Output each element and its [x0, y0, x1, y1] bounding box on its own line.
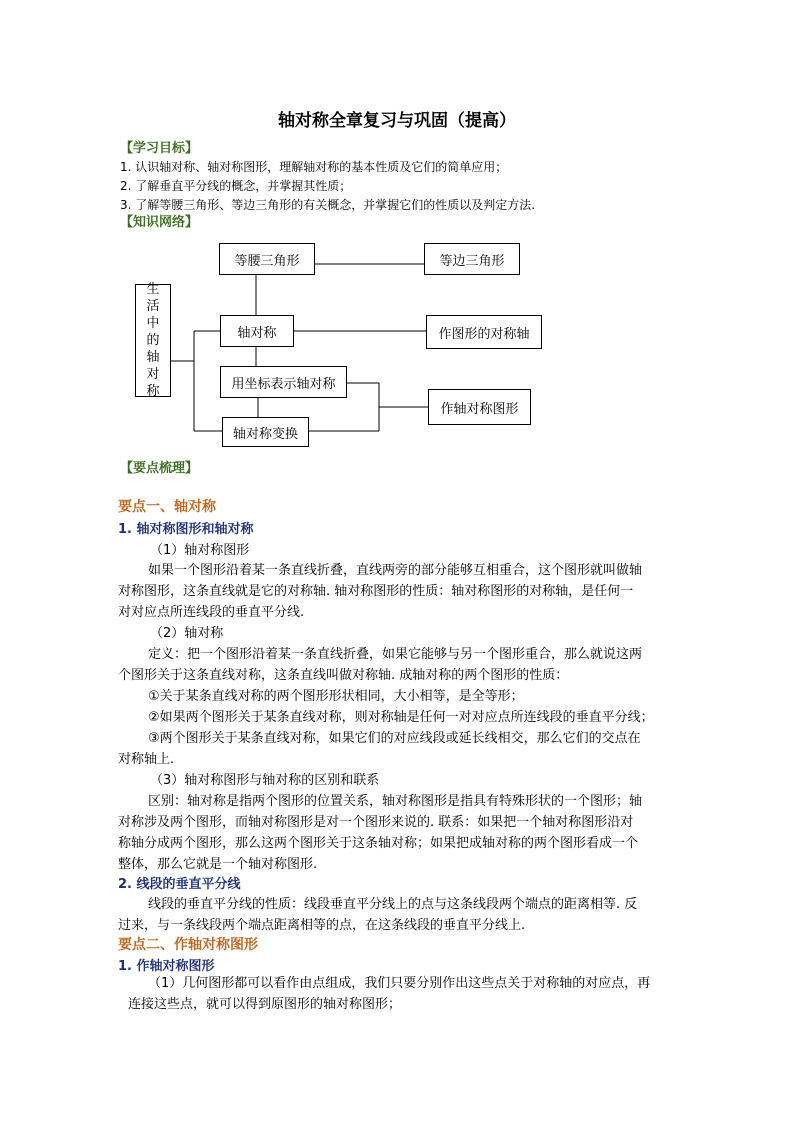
key-points-heading: 【要点梳理】	[120, 461, 199, 476]
item3-line-1: 区别：轴对称是指两个图形的位置关系，轴对称图形是指具有特殊形状的一个图形；轴	[148, 794, 643, 809]
point1-title: 要点一、轴对称	[118, 499, 216, 515]
point2-title: 要点二、作轴对称图形	[118, 937, 258, 953]
node-draw-symmetric-figure: 作轴对称图形	[428, 389, 531, 425]
point1-sub2: 2. 线段的垂直平分线	[118, 877, 241, 892]
root-char: 中	[146, 316, 160, 331]
item3-line-4: 整体，那么它就是一个轴对称图形.	[118, 857, 318, 872]
node-symmetry-transform: 轴对称变换	[222, 417, 309, 447]
learning-goals-heading: 【学习目标】	[120, 141, 199, 156]
root-char: 的	[146, 333, 160, 348]
property-1: ①关于某条直线对称的两个图形形状相同，大小相等，是全等形；	[148, 689, 524, 704]
sub2-line-2: 过来，与一条线段两个端点距离相等的点，在这条线段的垂直平分线上.	[118, 918, 526, 933]
goal-item-2: 2. 了解垂直平分线的概念，并掌握其性质；	[120, 179, 352, 193]
root-char: 生	[146, 282, 160, 297]
root-char: 轴	[146, 350, 160, 365]
property-2: ②如果两个图形关于某条直线对称，则对称轴是任何一对对应点所连线段的垂直平分线；	[148, 710, 654, 725]
root-node-life-symmetry	[135, 284, 171, 397]
item3-line-2: 对称涉及两个图形，而轴对称图形是对一个图形来说的. 联系：如果把一个轴对称图形沿对	[118, 815, 634, 830]
item1-label: （1）轴对称图形	[150, 543, 250, 558]
item2-line-2: 个图形关于这条直线对称，这条直线叫做对称轴. 成轴对称的两个图形的性质：	[118, 668, 569, 683]
item1-line-2: 对称图形，这条直线就是它的对称轴. 轴对称图形的性质：轴对称图形的对称轴，是任何一	[118, 584, 634, 599]
goal-item-3: 3. 了解等腰三角形、等边三角形的有关概念，并掌握它们的性质以及判定方法.	[120, 198, 536, 212]
point1-sub1: 1. 轴对称图形和轴对称	[118, 522, 254, 537]
root-char: 对	[146, 367, 160, 382]
item3-label: （3）轴对称图形与轴对称的区别和联系	[150, 773, 380, 788]
page-title: 轴对称全章复习与巩固（提高）	[278, 111, 516, 131]
item3-line-3: 称轴分成两个图形，那么这两个图形关于这条轴对称；如果把成轴对称的两个图形看成一个	[118, 836, 639, 851]
point2-sub1: 1. 作轴对称图形	[118, 959, 215, 974]
node-isosceles-triangle: 等腰三角形	[219, 243, 315, 275]
goal-item-1: 1. 认识轴对称、轴对称图形，理解轴对称的基本性质及它们的简单应用；	[120, 160, 508, 174]
property-3: ③两个图形关于某条直线对称，如果它们的对应线段或延长线相交，那么它们的交点在	[148, 731, 641, 746]
node-axial-symmetry: 轴对称	[220, 315, 294, 347]
item1-line-1: 如果一个图形沿着某一条直线折叠，直线两旁的部分能够互相重合，这个图形就叫做轴	[148, 563, 643, 578]
knowledge-network-heading: 【知识网络】	[120, 215, 199, 230]
diagram-connectors	[0, 0, 794, 470]
item2-label: （2）轴对称	[150, 626, 224, 641]
point2-line-1: （1）几何图形都可以看作由点组成，我们只要分别作出这些点关于对称轴的对应点，再	[148, 976, 651, 991]
root-char: 活	[146, 299, 160, 314]
node-coordinate-symmetry: 用坐标表示轴对称	[220, 366, 347, 398]
property-3-tail: 对称轴上.	[118, 752, 175, 767]
point2-line-2: 连接这些点，就可以得到原图形的轴对称图形；	[128, 997, 402, 1012]
root-char: 称	[146, 384, 160, 399]
sub2-line-1: 线段的垂直平分线的性质：线段垂直平分线上的点与这条线段两个端点的距离相等. 反	[148, 897, 638, 912]
node-draw-symmetry-axis: 作图形的对称轴	[426, 315, 542, 349]
item2-line-1: 定义：把一个图形沿着某一条直线折叠，如果它能够与另一个图形重合，那么就说这两	[148, 647, 643, 662]
node-equilateral-triangle: 等边三角形	[424, 243, 520, 275]
item1-line-3: 对对应点所连线段的垂直平分线.	[118, 605, 305, 620]
